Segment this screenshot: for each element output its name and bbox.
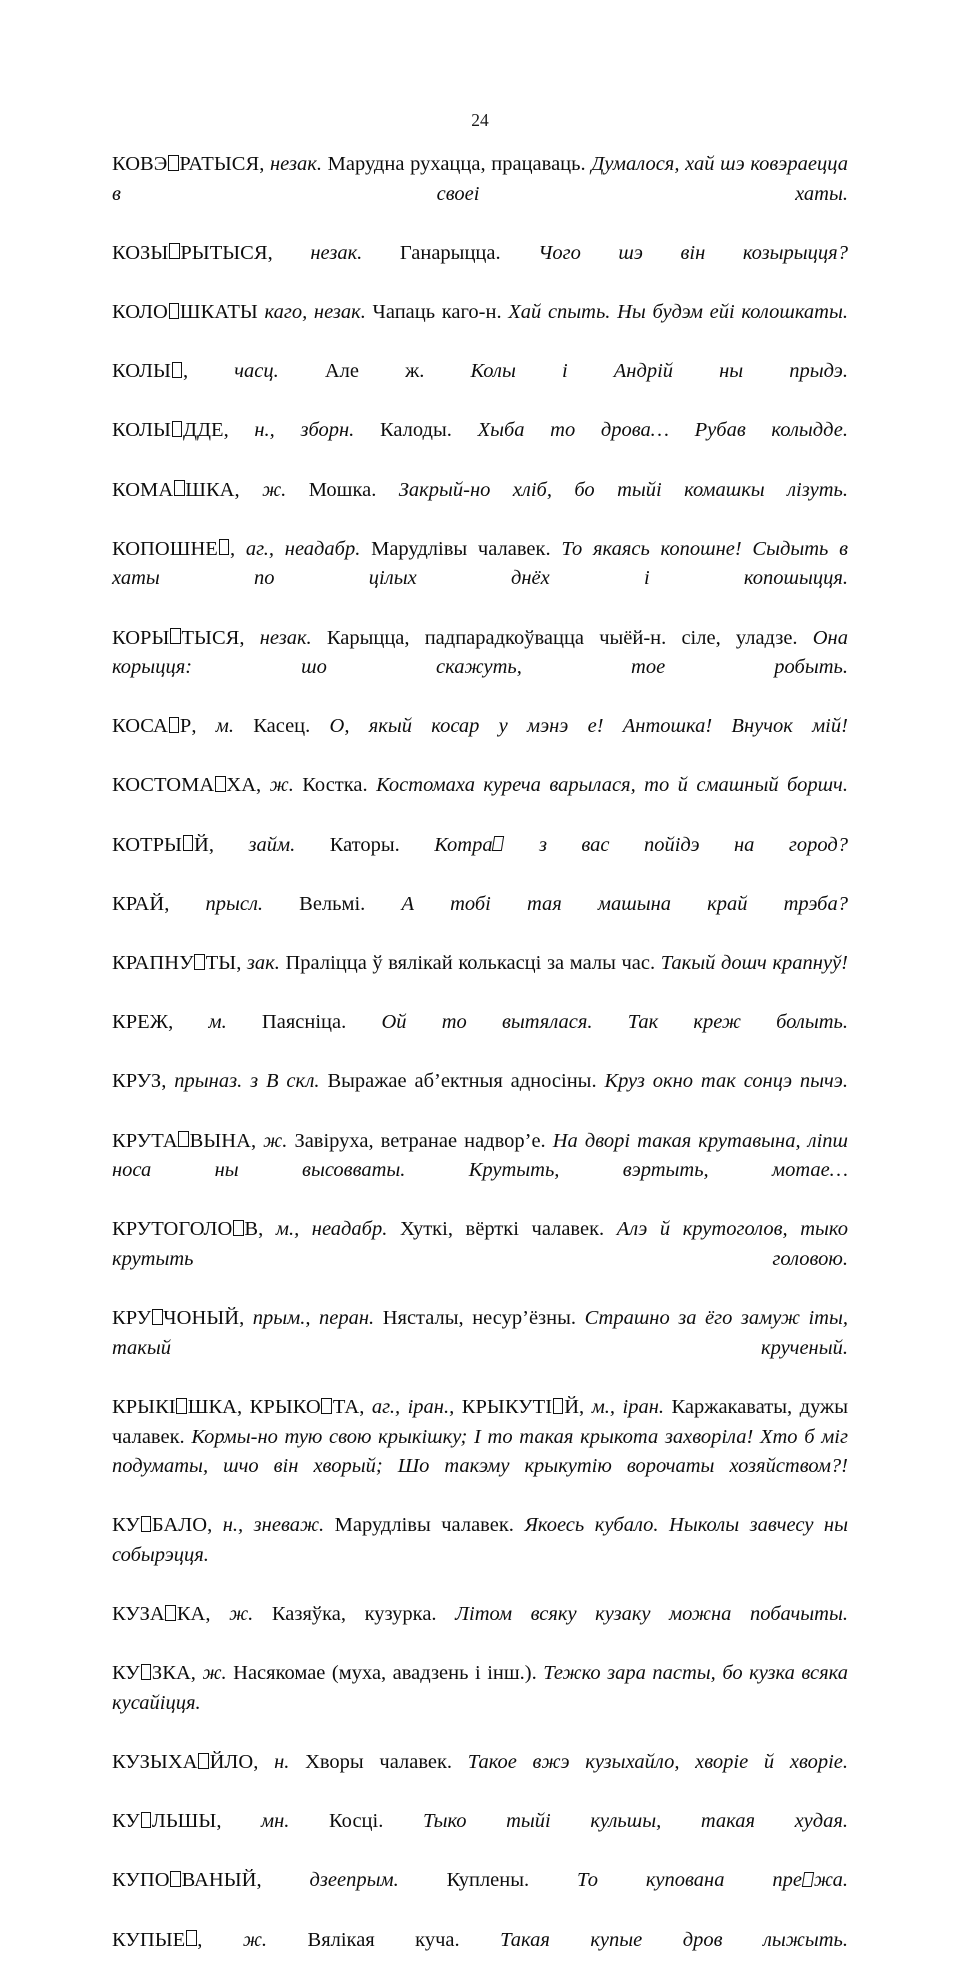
definition: Нясталы, несур’ёзны. (382, 1307, 577, 1330)
missing-glyph-box (233, 1220, 244, 1236)
dictionary-entry: КУПО ВАНЫЙ, дзеепрым. Куплены. То купована пре жа. (112, 1869, 848, 1892)
dictionary-entry: КОВЭ РАТЫСЯ, незак. Марудна рухацца, працаваць. Думалося, хай шэ ковэраецца в своеі хаты. (112, 153, 848, 205)
missing-glyph-box (170, 628, 181, 644)
grammar-label: м., неадабр. (275, 1218, 388, 1241)
definition: Выражае аб’ектныя адносіны. (327, 1070, 597, 1093)
dictionary-entry: КУ ЛЬШЫ, мн. Косці. Тыко тыйі кульшы, такая худая. (112, 1810, 848, 1833)
dictionary-entry: КОЛЫ , часц. Але ж. Колы і Андрій ны прыдэ. (112, 360, 848, 383)
dictionary-entry: КОПОШНЕ , аг., неадабр. Марудлівы чалавек. То якаясь копошне! Сыдыть в хаты по цілых днёх і копошыцця. (112, 537, 848, 590)
grammar-label: н., зневаж. (222, 1514, 325, 1537)
definition: Каторы. (329, 833, 400, 856)
headword: КОЗЫ РЫТЫСЯ (112, 241, 268, 264)
dictionary-entry: КОСА Р, м. Касец. О, якый косар у мэнэ е! Антошка! Внучок мій! (112, 715, 848, 738)
grammar-label: каго, незак. (264, 300, 366, 323)
missing-glyph-box (141, 1812, 152, 1828)
dictionary-entry: КРЕЖ, м. Паясніца. Ой то вытялася. Так креж болыть. (112, 1011, 848, 1034)
example: Тыко тыйі кульшы, такая худая. (422, 1810, 848, 1833)
dictionary-entry: КОСТОМА ХА, ж. Костка. Костомаха куреча варылася, то й смашный боршч. (112, 774, 848, 797)
example: Ой то вытялася. Так креж болыть. (381, 1011, 848, 1034)
example: Кормы-но тую свою крыкішку; І то такая крыкота захворіла! Хто б міг подуматы, шчо він хворый; Шо такэму крыкутію ворочаты хозяйством?! (112, 1425, 848, 1478)
missing-glyph-box (152, 1309, 163, 1325)
example: Круз окно так сонцэ пычэ. (604, 1070, 848, 1093)
headword: КУПЫЕ (112, 1929, 197, 1951)
grammar-label: ж. (263, 1129, 288, 1152)
dictionary-entry: КРУТОГОЛО В, м., неадабр. Хуткі, вёрткі чалавек. Алэ й крутоголов, тыко крутыть головою. (112, 1218, 848, 1270)
example: Літом всяку кузаку можна побачыты. (455, 1603, 848, 1626)
grammar-label: м. (215, 715, 234, 738)
missing-glyph-box (215, 776, 226, 792)
definition: Марудлівы чалавек. (334, 1514, 514, 1537)
grammar-label: аг., неадабр. (245, 537, 361, 560)
dictionary-entry: КУ ЗКА, ж. Насякомае (муха, авадзень і інш.). Тежко зара пасты, бо кузка всяка кусайіцця. (112, 1662, 848, 1714)
missing-glyph-box (802, 1872, 815, 1887)
grammar-label: м., іран. (591, 1395, 665, 1418)
entry-list (112, 150, 848, 1985)
example: Хыба то дрова… Рубав колыдде. (477, 419, 848, 442)
definition: Косці. (329, 1810, 384, 1833)
definition: Праліцца ў вялікай колькасці за малы час. (285, 952, 656, 975)
dictionary-entry: КОЛЫ ДДЕ, н., зборн. Калоды. Хыба то дрова… Рубав колыдде. (112, 419, 848, 442)
missing-glyph-box (165, 1605, 176, 1621)
missing-glyph-box (141, 1664, 152, 1680)
missing-glyph-box (492, 836, 505, 851)
definition: Ганарыцца. (399, 241, 501, 264)
example: Такая купые дров лыжыть. (500, 1928, 848, 1951)
grammar-label: незак. (259, 626, 312, 649)
grammar-label: ж. (262, 478, 287, 501)
missing-glyph-box (174, 480, 185, 496)
dictionary-entry: КРЫКІ ШКА, КРЫКО ТА, аг., іран., КРЫКУТІ Й, м., іран. Каржакаваты, дужы чалавек. Кормы-но тую свою крыкішку; І то такая крыкота захворіла! Хто б міг подуматы, шчо він хворый; Шо такэму крыкутію ворочаты хозяйством?! (112, 1395, 848, 1478)
missing-glyph-box (176, 1398, 187, 1414)
definition: Чапаць каго-н. (372, 300, 502, 323)
grammar-label: дзеепрым. (309, 1869, 399, 1892)
grammar-label: прысл. (205, 892, 264, 915)
missing-glyph-box (168, 155, 179, 171)
dictionary-entry: КРАПНУ ТЫ, зак. Праліцца ў вялікай колькасці за малы час. Такый дошч крапнуў! (112, 952, 848, 975)
example: То купована пре жа. (577, 1869, 848, 1892)
example: Чого шэ він козырыцця? (538, 241, 848, 264)
headword: КОПОШНЕ (112, 538, 230, 560)
grammar-label: незак. (310, 241, 363, 264)
grammar-label: прым., перан. (252, 1307, 375, 1330)
example: Котра з вас пойідэ на город? (434, 833, 848, 856)
headword: КОСА Р (112, 715, 192, 738)
definition: Вялікая куча. (307, 1928, 460, 1951)
headword: КУПО ВАНЫЙ (112, 1869, 257, 1892)
dictionary-entry: КОТРЫ Й, займ. Каторы. Котра з вас пойідэ на город? (112, 833, 848, 856)
example: Якоесь кубало. Ныколы завчесу ны собырэцця. (112, 1514, 848, 1566)
grammar-label: аг., іран., (371, 1395, 455, 1418)
headword: КРУ ЧОНЫЙ (112, 1307, 240, 1330)
missing-glyph-box (178, 1131, 189, 1147)
grammar-label: часц. (234, 360, 279, 383)
missing-glyph-box (169, 717, 180, 733)
missing-glyph-box (219, 539, 230, 555)
grammar-label: ж. (269, 774, 294, 797)
example: О, якый косар у мэнэ е! Антошка! Внучок мій! (329, 715, 848, 738)
example: На дворі такая крутавына, ліпш носа ны высовваты. Крутыть, вэртыть, мотае… (112, 1129, 849, 1182)
definition: Каржакаваты, дужы чалавек. (112, 1395, 848, 1448)
missing-glyph-box (169, 243, 180, 259)
definition: Куплены. (446, 1869, 530, 1892)
missing-glyph-box (198, 1753, 209, 1769)
headword: КУЗА КА (112, 1603, 206, 1626)
missing-glyph-box (172, 362, 183, 378)
example: А тобі тая машына край трэба? (401, 892, 848, 915)
page-number: 24 (471, 110, 489, 130)
definition: Насякомае (муха, авадзень і інш.). (233, 1662, 537, 1685)
example: Такый дошч крапнуў! (660, 952, 848, 975)
grammar-label: незак. (270, 153, 322, 175)
headword: КОМА ШКА (112, 478, 235, 501)
dictionary-entry: КРУ ЧОНЫЙ, прым., перан. Нясталы, несур’ёзны. Страшно за ёго замуж іты, такый крученый. (112, 1307, 848, 1359)
headword: КРЫКІ ШКА (112, 1395, 238, 1418)
grammar-label: ж. (202, 1662, 227, 1685)
headword: КРУТОГОЛО В (112, 1218, 259, 1241)
example: Она корыцця: шо скажуть, тое робыть. (112, 626, 848, 679)
headword: КРАЙ (112, 892, 165, 915)
dictionary-entry: КУПЫЕ , ж. Вялікая куча. Такая купые дров лыжыть. (112, 1928, 848, 1951)
missing-glyph-box (553, 1398, 564, 1414)
example: Хай спыть. Ны будэм ейі колошкаты. (508, 300, 848, 323)
headword: КОВЭ РАТЫСЯ (112, 153, 260, 175)
headword: КУ БАЛО (112, 1514, 208, 1537)
missing-glyph-box (170, 1871, 181, 1887)
headword: КРАПНУ ТЫ (112, 952, 237, 975)
headword: КУ ЛЬШЫ (112, 1810, 217, 1833)
grammar-label: н. (274, 1751, 290, 1774)
example: Костомаха куреча варылася, то й смашный боршч. (376, 774, 848, 797)
dictionary-entry: КОМА ШКА, ж. Мошка. Закрый-но хліб, бо тыйі комашкы лізуть. (112, 478, 848, 501)
definition: Вельмі. (299, 892, 366, 915)
headword: КУЗЫХА ЙЛО (112, 1751, 254, 1774)
dictionary-entry: КУ БАЛО, н., зневаж. Марудлівы чалавек. Якоесь кубало. Ныколы завчесу ны собырэцця. (112, 1514, 848, 1566)
dictionary-entry: КРУЗ, прыназ. з В скл. Выражае аб’ектныя адносіны. Круз окно так сонцэ пычэ. (112, 1070, 848, 1093)
headword: КОТРЫ Й (112, 833, 209, 856)
headword: КРЫКО ТА (249, 1395, 360, 1418)
headword: КРЫКУТІ Й (461, 1395, 580, 1418)
grammar-label: ж. (242, 1928, 268, 1951)
grammar-label: займ. (248, 833, 296, 856)
grammar-label: ж. (229, 1603, 254, 1626)
example: Закрый-но хліб, бо тыйі комашкы лізуть. (398, 478, 848, 501)
definition: Калоды. (379, 419, 452, 442)
definition: Завіруха, ветранае надвор’е. (294, 1129, 546, 1152)
headword: КРЕЖ (112, 1011, 169, 1034)
dictionary-entry (112, 298, 848, 357)
grammar-label: мн. (261, 1810, 290, 1833)
dictionary-entry: КРАЙ, прысл. Вельмі. А тобі тая машына край трэба? (112, 892, 848, 915)
dictionary-entry: КУЗЫХА ЙЛО, н. Хворы чалавек. Такое вжэ кузыхайло, хворіе й хворіе. (112, 1751, 848, 1774)
missing-glyph-box (169, 303, 180, 319)
headword: КОСТОМА ХА (112, 774, 257, 797)
headword: КОЛЫ ДДЕ (112, 419, 224, 442)
example: Страшно за ёго замуж іты, такый крученый. (112, 1307, 848, 1359)
example: Такое вжэ кузыхайло, хворіе й хворіе. (467, 1751, 848, 1774)
example: Колы і Андрій ны прыдэ. (470, 360, 848, 383)
definition: Марудлівы чалавек. (371, 537, 551, 560)
grammar-label: зак. (246, 952, 280, 975)
headword: КОЛО ШКАТЫ (112, 300, 258, 323)
missing-glyph-box (141, 1516, 152, 1532)
missing-glyph-box (194, 954, 205, 970)
missing-glyph-box (172, 421, 183, 437)
grammar-label: м. (208, 1011, 227, 1034)
dictionary-entry: КРУТА ВЫНА, ж. Завіруха, ветранае надвор’е. На дворі такая крутавына, ліпш носа ны высовваты. Крутыть, вэртыть, мотае… (112, 1129, 849, 1182)
example: То якаясь копошне! Сыдыть в хаты по цілых днёх і копошыцця. (112, 537, 848, 590)
definition: Казяўка, кузурка. (271, 1603, 437, 1626)
definition: Марудна рухацца, працаваць. (327, 153, 586, 175)
definition: Касец. (253, 715, 311, 738)
missing-glyph-box (183, 835, 194, 851)
example: Думалося, хай шэ ковэраецца в своеі хаты. (112, 153, 848, 205)
definition: Костка. (302, 774, 368, 797)
definition: Хворы чалавек. (305, 1751, 453, 1774)
headword: КРУЗ (112, 1070, 162, 1093)
headword: КУ ЗКА (112, 1662, 191, 1685)
definition: Паясніца. (261, 1011, 347, 1034)
missing-glyph-box (186, 1930, 197, 1946)
dictionary-entry: КУЗА КА, ж. Казяўка, кузурка. Літом всяку кузаку можна побачыты. (112, 1603, 848, 1626)
definition: Карыцца, падпарадкоўвацца чыёй-н. сіле, уладзе. (326, 626, 798, 649)
example: Тежко зара пасты, бо кузка всяка кусайіцця. (112, 1662, 848, 1714)
grammar-label: прыназ. з В скл. (174, 1070, 320, 1093)
definition: Але ж. (324, 360, 425, 383)
example: Алэ й крутоголов, тыко крутыть головою. (112, 1218, 848, 1270)
headword: КРУТА ВЫНА (112, 1129, 251, 1152)
dictionary-entry: КОРЫ ТЫСЯ, незак. Карыцца, падпарадкоўвацца чыёй-н. сіле, уладзе. Она корыцця: шо скажуть, тое робыть. (112, 626, 848, 679)
missing-glyph-box (321, 1398, 332, 1414)
dictionary-entry: КОЗЫ РЫТЫСЯ, незак. Ганарыцца. Чого шэ він козырыцця? (112, 241, 848, 264)
headword: КОЛЫ (112, 360, 183, 382)
definition: Мошка. (308, 478, 377, 501)
headword: КОРЫ ТЫСЯ (112, 626, 240, 649)
grammar-label: н., зборн. (254, 419, 355, 442)
definition: Хуткі, вёрткі чалавек. (399, 1218, 605, 1241)
